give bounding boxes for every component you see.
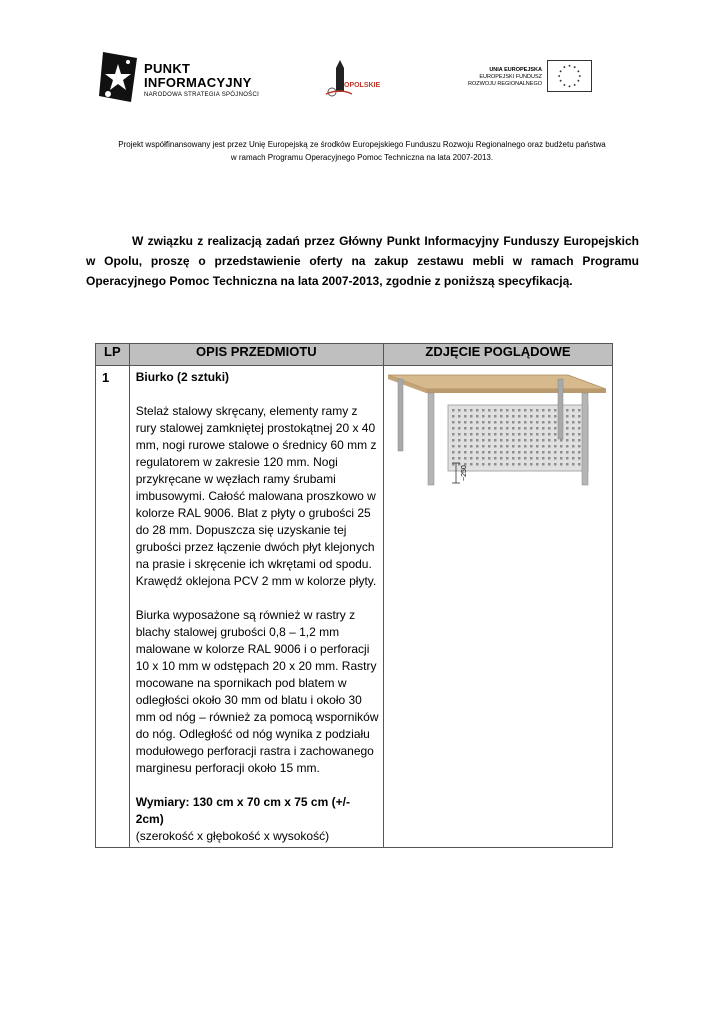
- intro-line-1: W związku z realizacją zadań przez Główny Punkt Informacyjny Funduszy Europejskich: [132, 234, 639, 248]
- header-image: ZDJĘCIE POGLĄDOWE: [384, 344, 613, 366]
- table-header-row: [96, 344, 613, 366]
- tower-emblem-icon: [322, 60, 392, 100]
- desk-dimension-label: ~250: [461, 465, 469, 481]
- row-lp: 1: [96, 366, 130, 848]
- funding-note-line2: w ramach Programu Operacyjnego Pomoc Techniczna na lata 2007-2013.: [230, 153, 494, 162]
- punkt-logo-line2: INFORMACYJNY: [144, 75, 252, 90]
- opolskie-logo: [322, 60, 392, 100]
- item-paragraph-frame: Stelaż stalowy skręcany, elementy ramy z rury stalowej zamkniętej prostokątnej 20 x 40 mm, nogi rurowe stalowe o średnicy 60 mm z regulatorem w zakresie 120 mm. Nogi przykręcane w węzłach ramy śrubami imbusowymi. Całość malowana proszkowo w kolorze RAL 9006. Blat z płyty o grubości 25 do 28 mm. Dopuszcza się uzyskanie tej grubości przez łączenie dwóch płyt klejonych na prasie i skręcenie ich wkrętami od spodu. Krawędź oklejona PCV 2 mm w kolorze płyty.: [135, 404, 377, 588]
- funding-note-line1: Projekt współfinansowany jest przez Unię Europejską ze środków Europejskiego Funduszu Rozwoju Regionalnego oraz budżetu państwa: [118, 140, 606, 149]
- eu-flag-icon: [547, 60, 592, 92]
- star-emblem-icon: [97, 50, 139, 106]
- eu-logo: [458, 60, 594, 100]
- eu-logo-line1: UNIA EUROPEJSKA: [489, 67, 542, 73]
- intro-line-3: Operacyjnego Pomoc Techniczna na lata 2007-2013, zgodnie z poniższą specyfikacją.: [86, 274, 573, 288]
- punkt-logo-subtitle: NARODOWA STRATEGIA SPÓJNOŚCI: [144, 92, 260, 98]
- item-paragraph-grilles: Biurka wyposażone są również w rastry z blachy stalowej grubości 0,8 – 1,2 mm malowane w kolorze RAL 9006 i o perforacji 10 x 10 mm w odstępach 20 x 20 mm. Rastry mocowane na spornikach pod blatem w odległości około 30 mm od blatu i około 30 mm od nóg – również za pomocą wsporników do nóg. Odległość od nóg wynika z podziału modułowego perforacji rastra i zachowanego marginesu perforacji około 15 mm.: [135, 608, 379, 775]
- item-dimensions-note: (szerokość x głębokość x wysokość): [135, 829, 330, 843]
- specification-table: [95, 343, 613, 848]
- item-title: Biurko (2 sztuki): [135, 370, 230, 384]
- header-lp: LP: [96, 344, 130, 366]
- eu-logo-line2: EUROPEJSKI FUNDUSZ: [479, 74, 542, 80]
- eu-logo-line3: ROZWOJU REGIONALNEGO: [468, 81, 542, 87]
- table-row: [96, 366, 613, 848]
- punkt-informacyjny-logo: [97, 50, 267, 110]
- header-logos: [0, 40, 724, 120]
- punkt-logo-line1: PUNKT: [144, 61, 191, 76]
- funding-note: [60, 138, 664, 164]
- header-description: OPIS PRZEDMIOTU: [129, 344, 383, 366]
- opolskie-logo-text: OPOLSKIE: [344, 82, 381, 89]
- intro-line-2: w Opolu, proszę o przedstawienie oferty na zakup zestawu mebli w ramach Programu: [86, 254, 639, 268]
- row-description: [129, 366, 383, 848]
- intro-paragraph: [86, 231, 639, 291]
- row-image: [384, 366, 613, 848]
- item-dimensions: Wymiary: 130 cm x 70 cm x 75 cm (+/- 2cm): [135, 795, 350, 826]
- desk-illustration: [388, 371, 606, 489]
